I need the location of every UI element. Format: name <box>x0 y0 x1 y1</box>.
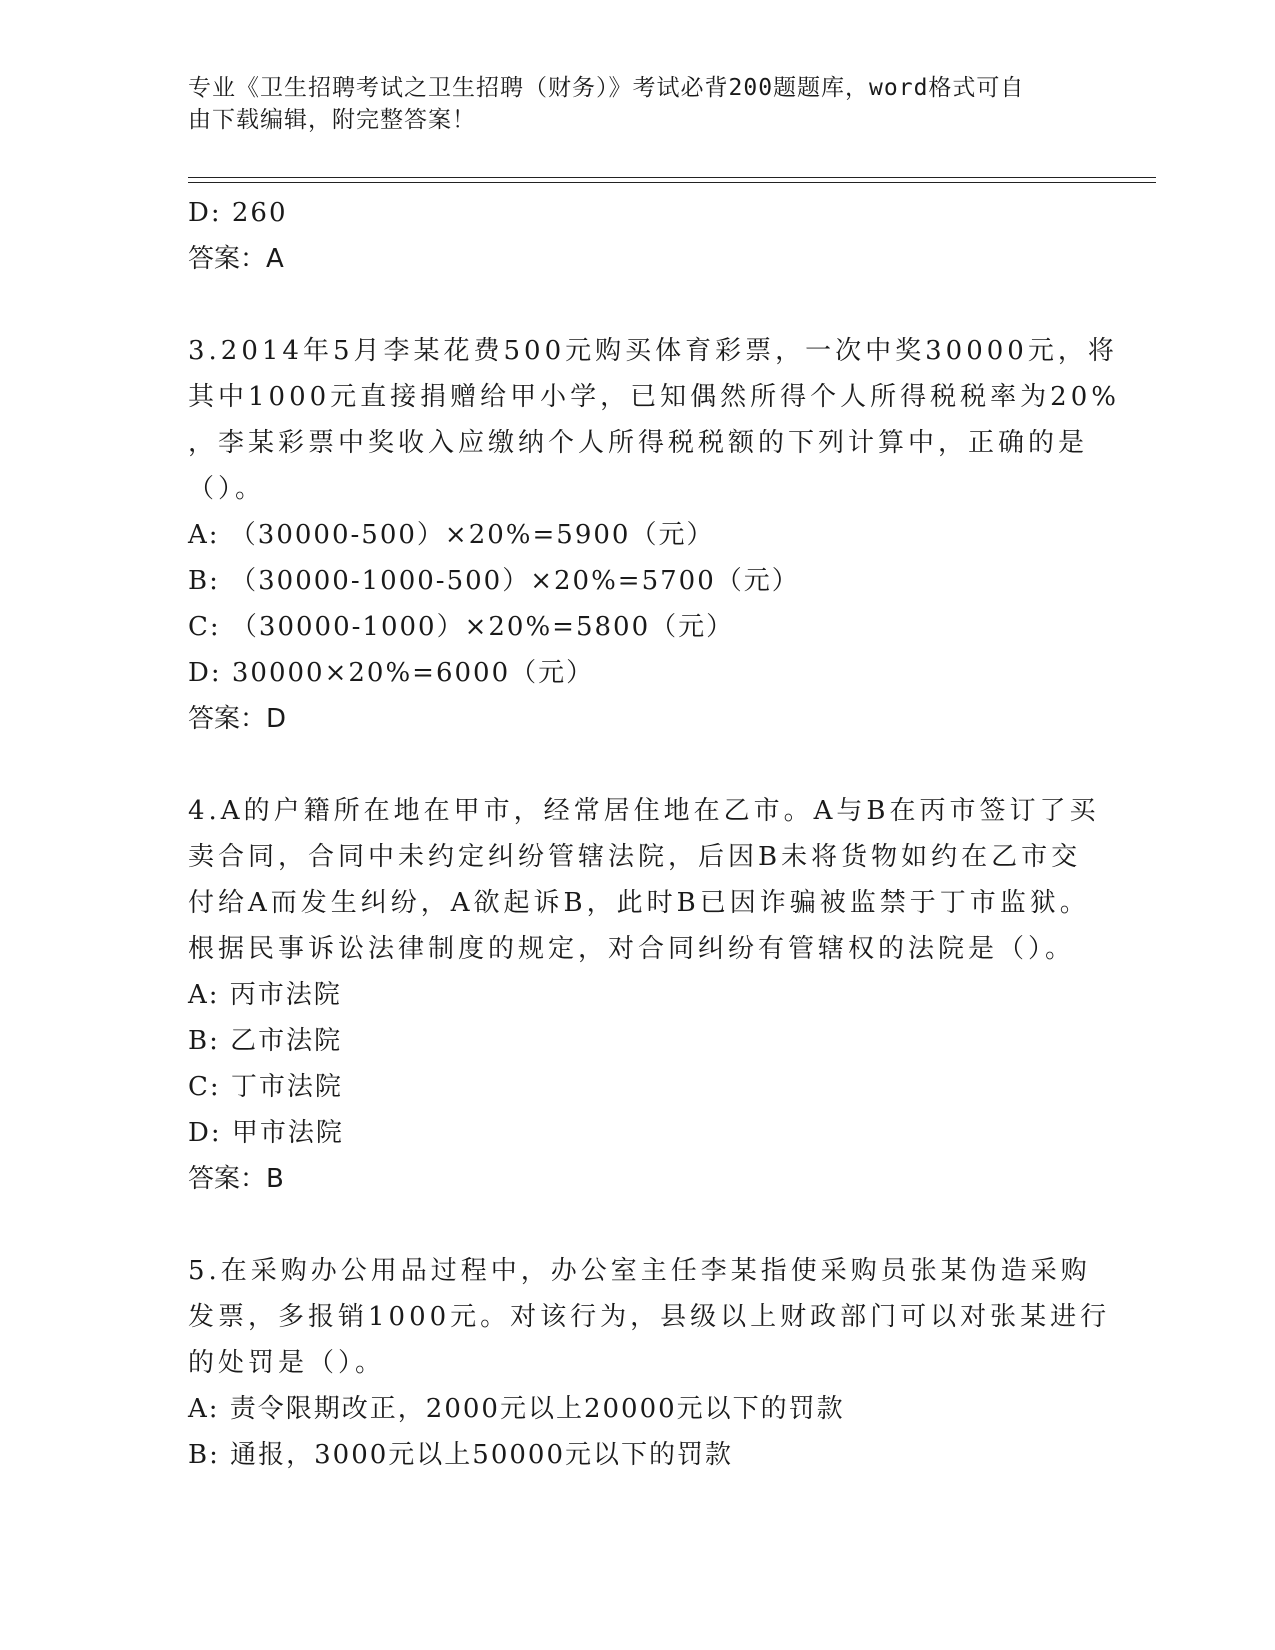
answer-line: 答案：D <box>188 704 287 734</box>
question-text-line: 根据民事诉讼法律制度的规定，对合同纠纷有管辖权的法院是（）。 <box>188 934 1076 964</box>
document-body <box>188 190 1120 1478</box>
option-b: B: 乙市法院 <box>188 1026 343 1056</box>
question-text-line: （）。 <box>188 474 266 504</box>
previous-question-tail <box>188 190 1088 282</box>
answer-line: 答案：A <box>188 244 284 274</box>
question-text-line: ，李某彩票中奖收入应缴纳个人所得税税额的下列计算中，正确的是 <box>188 428 1089 458</box>
spacer <box>188 282 1088 328</box>
spacer <box>188 1202 1088 1248</box>
question-text-line: 3.2014年5月李某花费500元购买体育彩票，一次中奖30000元，将 <box>188 336 1118 366</box>
option-c: C: （30000-1000）×20%=5800（元） <box>188 612 735 642</box>
option-b: B: 通报，3000元以上50000元以下的罚款 <box>188 1440 734 1470</box>
question-4 <box>188 788 1100 1202</box>
option-d: D: 30000×20%=6000（元） <box>188 658 595 688</box>
question-text-line: 卖合同，合同中未约定纠纷管辖法院，后因B未将货物如约在乙市交 <box>188 842 1082 872</box>
question-text-line: 的处罚是（）。 <box>188 1348 386 1378</box>
header-line-2: 由下载编辑，附完整答案！ <box>188 107 476 133</box>
question-text-line: 4.A的户籍所在地在甲市，经常居住地在乙市。A与B在丙市签订了买 <box>188 796 1100 826</box>
header-divider-bottom <box>188 182 1156 183</box>
page-header <box>188 72 1068 136</box>
question-3 <box>188 328 1120 742</box>
header-line-1: 专业《卫生招聘考试之卫生招聘（财务）》考试必背200题题库，word格式可自 <box>188 75 1025 101</box>
question-5 <box>188 1248 1111 1478</box>
header-divider-top <box>188 177 1156 178</box>
option-d: D: 260 <box>188 198 288 228</box>
question-text-line: 付给A而发生纠纷，A欲起诉B，此时B已因诈骗被监禁于丁市监狱。 <box>188 888 1090 918</box>
option-a: A: （30000-500）×20%=5900（元） <box>188 520 715 550</box>
option-c: C: 丁市法院 <box>188 1072 343 1102</box>
spacer <box>188 742 1088 788</box>
question-text-line: 发票，多报销1000元。对该行为，县级以上财政部门可以对张某进行 <box>188 1302 1111 1332</box>
option-d: D: 甲市法院 <box>188 1118 344 1148</box>
option-a: A: 丙市法院 <box>188 980 342 1010</box>
question-text-line: 5.在采购办公用品过程中，办公室主任李某指使采购员张某伪造采购 <box>188 1256 1091 1286</box>
option-b: B: （30000-1000-500）×20%=5700（元） <box>188 566 800 596</box>
option-a: A: 责令限期改正，2000元以上20000元以下的罚款 <box>188 1394 845 1424</box>
question-text-line: 其中1000元直接捐赠给甲小学，已知偶然所得个人所得税税率为20% <box>188 382 1120 412</box>
answer-line: 答案：B <box>188 1164 284 1194</box>
